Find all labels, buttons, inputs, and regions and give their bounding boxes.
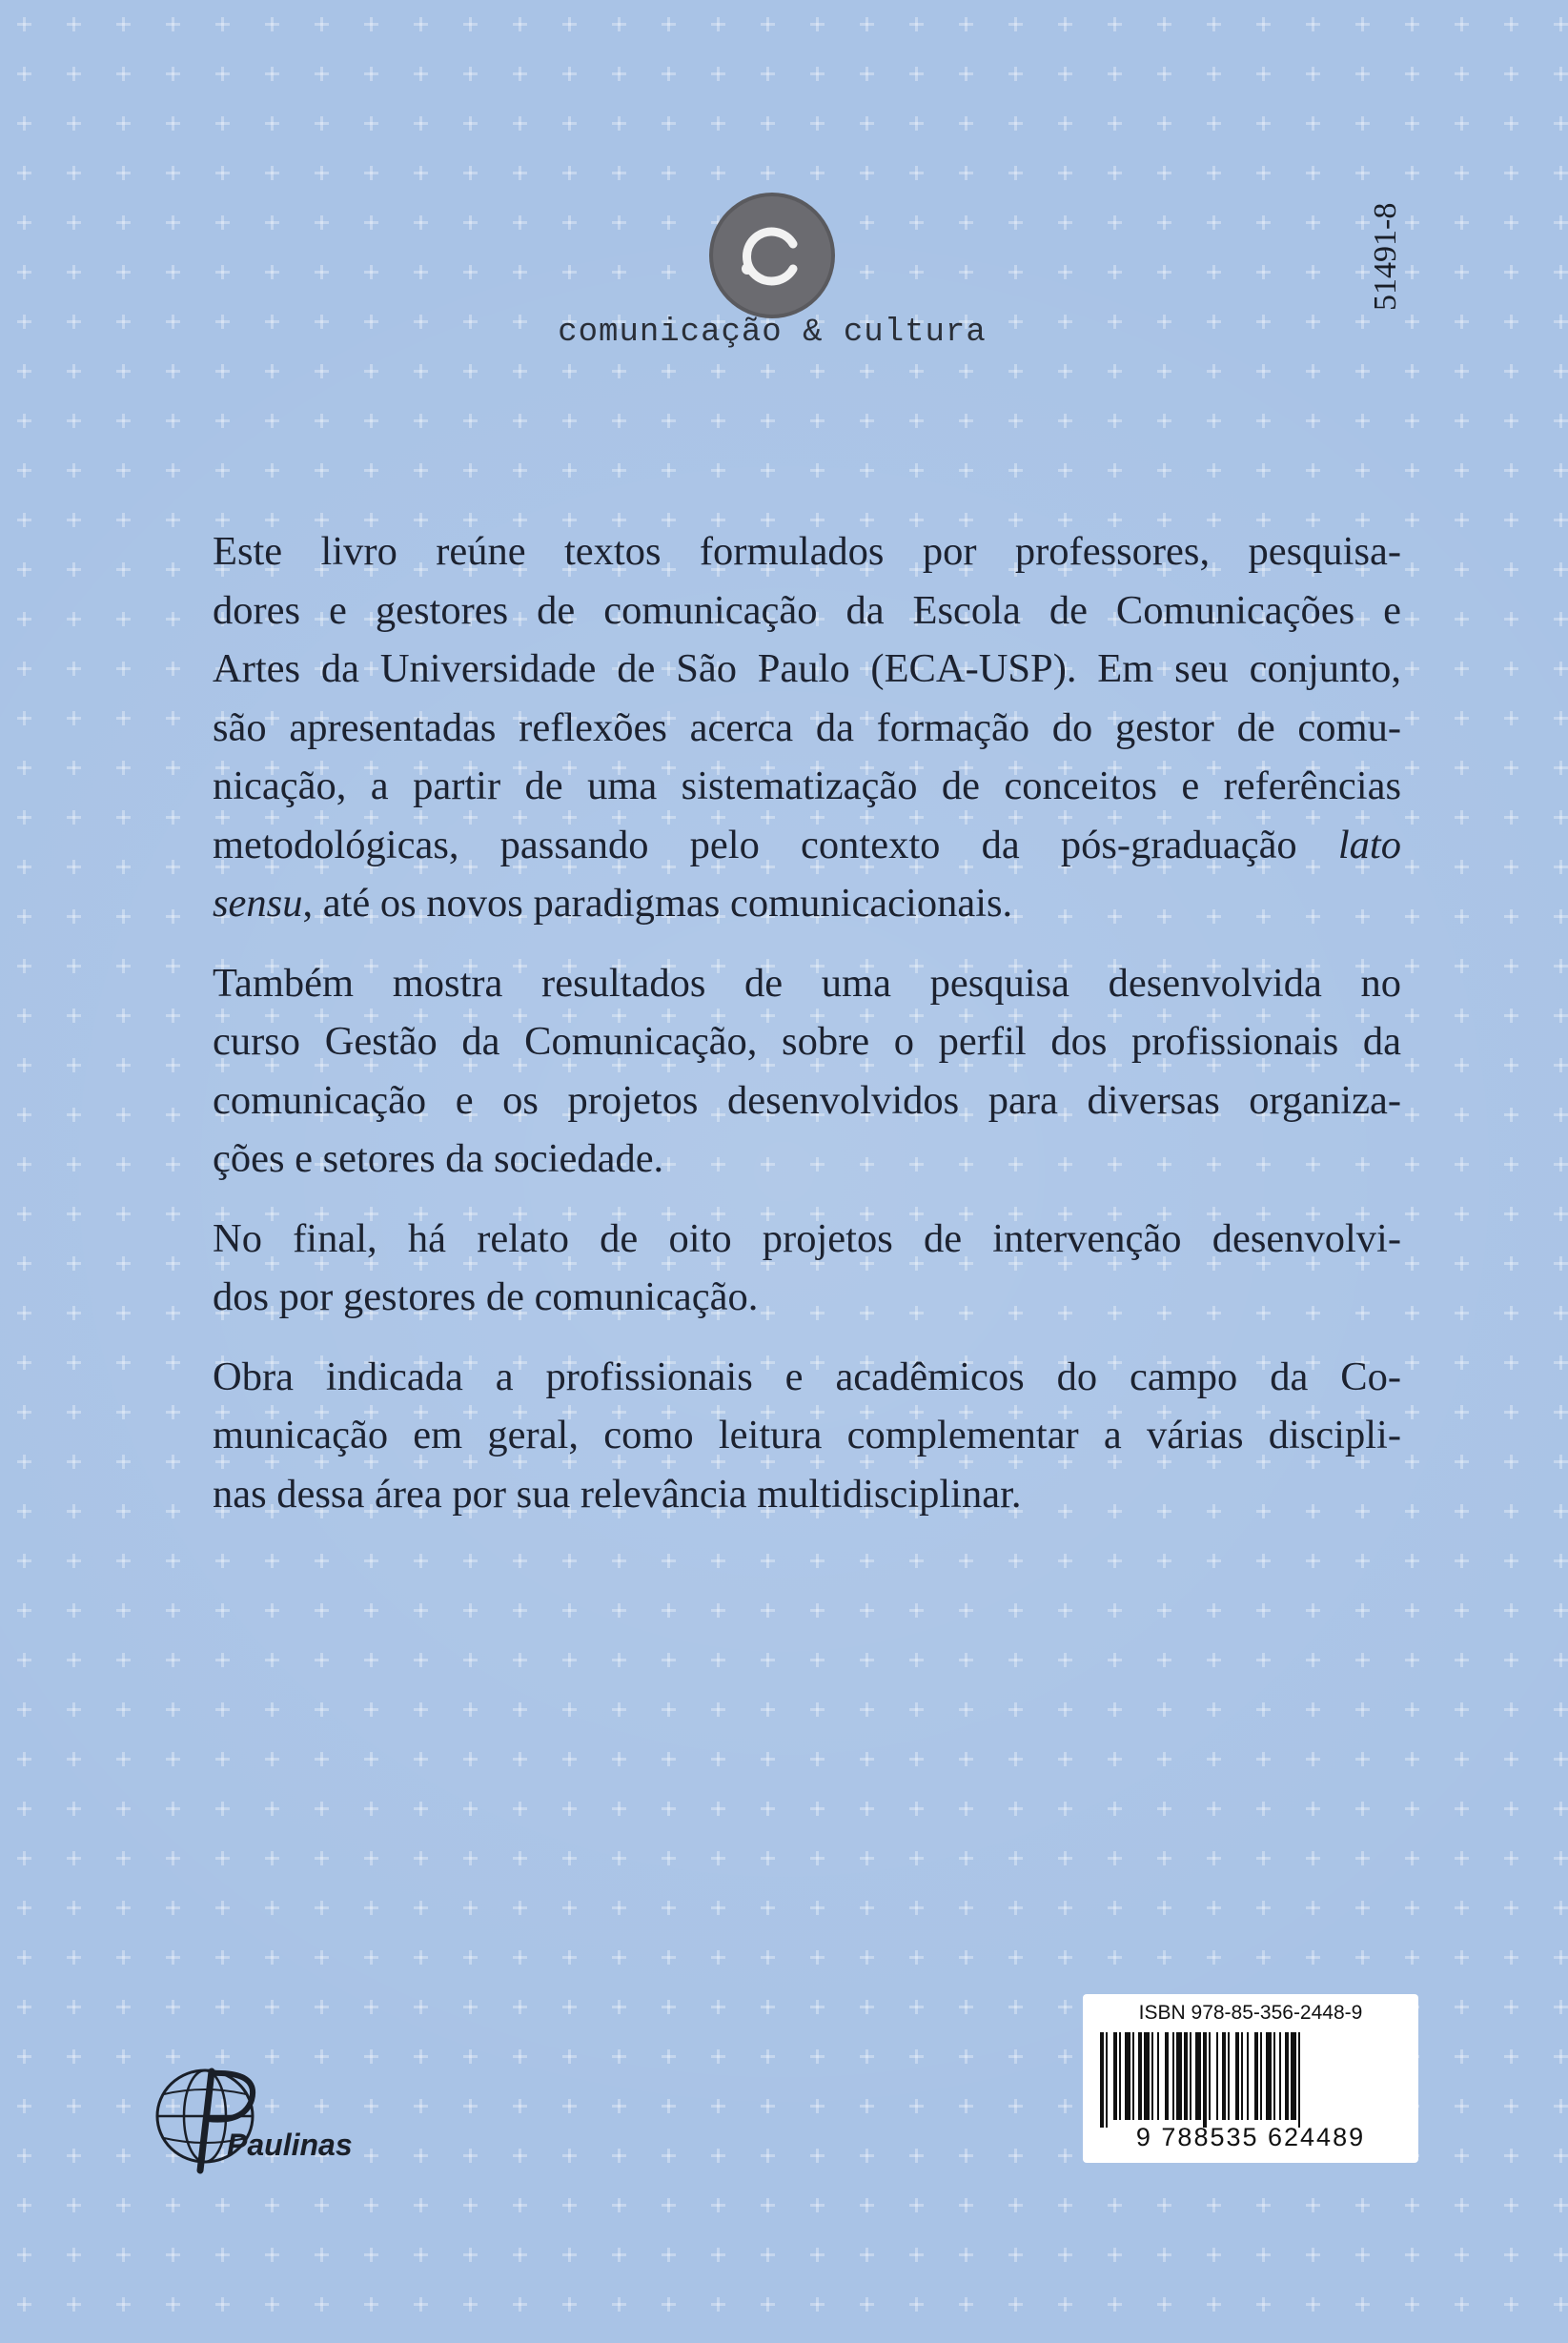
paragraph-4 [153, 1348, 1401, 1524]
publisher-name: Paulinas [227, 2128, 353, 2162]
barcode-bar [1138, 2032, 1142, 2120]
barcode-bar [1119, 2032, 1121, 2120]
barcode-bar [1125, 2032, 1130, 2120]
barcode-bar [1195, 2032, 1201, 2120]
barcode-bar [1266, 2032, 1272, 2120]
text-line: nas dessa área por sua relevância multidisciplinar. [213, 1471, 1022, 1517]
text-line: municação em geral, como leitura complementar a várias discipli- [213, 1413, 1401, 1457]
text-line: dores e gestores de comunicação da Escola de Comunicações e [213, 587, 1401, 633]
paragraph-1 [153, 522, 1401, 933]
barcode-bar [1132, 2032, 1134, 2120]
barcode-bar [1203, 2032, 1207, 2128]
text-line: Este livro reúne textos formulados por professores, pesquisa- [213, 529, 1401, 574]
barcode-bar [1165, 2032, 1169, 2120]
barcode-bar [1106, 2032, 1108, 2128]
barcode-bar [1298, 2032, 1300, 2128]
text-line: curso Gestão da Comunicação, sobre o perfil dos profissionais da [213, 1019, 1401, 1064]
circle-c-logo-icon [705, 189, 839, 322]
barcode-bar [1172, 2032, 1174, 2120]
barcode-bar [1100, 2032, 1104, 2128]
text-line: são apresentadas reflexões acerca da formação do gestor de comu- [213, 704, 1401, 750]
barcode-bar [1285, 2032, 1289, 2120]
barcode-bar [1190, 2032, 1191, 2120]
text-line: metodológicas, passando pelo contexto da pós-graduação lato [213, 822, 1401, 867]
catalog-code: 51491-8 [1368, 202, 1403, 311]
isbn-label: ISBN 978-85-356-2448-9 [1138, 2002, 1363, 2024]
barcode-digits: 9 788535 624489 [1135, 2123, 1366, 2151]
barcode-bar [1254, 2032, 1258, 2120]
barcode-bar [1273, 2032, 1275, 2120]
barcode-bar [1209, 2032, 1211, 2120]
text-line: No final, há relato de oito projetos de intervenção desenvolvi- [213, 1215, 1401, 1261]
text-line: sensu, até os novos paradigmas comunicacionais. [213, 881, 1013, 926]
barcode-bar [1157, 2032, 1159, 2120]
barcode-bars [1096, 2032, 1405, 2128]
paragraph-2 [153, 954, 1401, 1189]
barcode-bar [1176, 2032, 1182, 2120]
barcode-bar [1235, 2032, 1239, 2120]
paragraph-3 [153, 1210, 1401, 1327]
barcode-bar [1151, 2032, 1153, 2120]
barcode-bar [1113, 2032, 1117, 2120]
barcode-bar [1228, 2032, 1230, 2120]
text-line: Artes da Universidade de São Paulo (ECA-USP). Em seu conjunto, [213, 646, 1401, 691]
barcode-bar [1216, 2032, 1218, 2120]
barcode-bar [1222, 2032, 1226, 2120]
text-line: comunicação e os projetos desenvolvidos para diversas organiza- [213, 1077, 1401, 1123]
barcode-bar [1144, 2032, 1150, 2120]
barcode-bar [1279, 2032, 1281, 2120]
barcode-bar [1184, 2032, 1188, 2120]
text-line: dos por gestores de comunicação. [213, 1274, 759, 1319]
text-line: ções e setores da sociedade. [213, 1136, 664, 1181]
text-line: Também mostra resultados de uma pesquisa desenvolvida no [213, 960, 1401, 1006]
barcode-bar [1291, 2032, 1296, 2120]
text-line: Obra indicada a profissionais e acadêmicos do campo da Co- [213, 1354, 1401, 1399]
isbn-barcode [1083, 1994, 1418, 2163]
back-cover-text [153, 522, 1401, 1544]
barcode-bar [1260, 2032, 1262, 2120]
text-line: nicação, a partir de uma sistematização de conceitos e referências [213, 764, 1401, 808]
barcode-bar [1241, 2032, 1243, 2120]
series-name: comunicação & cultura [558, 315, 987, 351]
barcode-bar [1247, 2032, 1249, 2120]
